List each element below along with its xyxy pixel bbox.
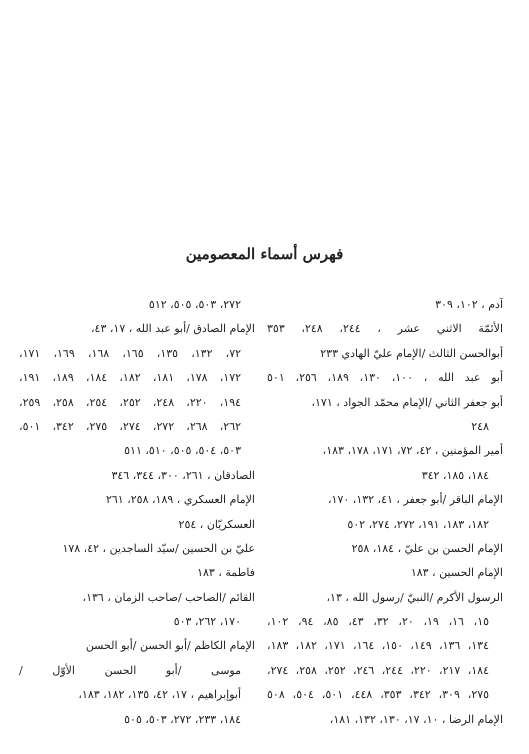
index-entry-line: أبوإبراهيم ، ١٧، ٤٢، ١٣٥، ١٨٢، ١٨٣، — [78, 688, 241, 702]
index-column-left — [19, 293, 255, 732]
index-entry-line: الصادقان ، ٢٦١، ٣٠٠، ٣٤٤، ٣٤٦ — [111, 468, 255, 482]
index-entry-line: أبو جعفر الثاني /الإمام محمّد الجواد ، ١٧١، — [311, 395, 503, 409]
index-column-right — [267, 293, 503, 732]
index-entry-line: الرسول الأكرم /النبيّ /رسول الله ، ١٣، — [326, 590, 503, 604]
index-entry-line: موسى /أبو الحسن الأوّل / — [19, 663, 241, 677]
index-entry-line: ٢٤٨ — [471, 419, 489, 433]
index-entry-line: ١٩٤، ٢٢٠، ٢٤٨، ٢٥٢، ٢٥٤، ٢٥٨، ٢٥٩، — [19, 395, 242, 409]
index-entry-line: ١٨٢، ١٨٣، ١٩١، ٢٧٢، ٢٧٤، ٥٠٢ — [347, 517, 489, 531]
index-entry-line: القائم /الصاحب /صاحب الزمان ، ١٣٦، — [82, 590, 255, 604]
index-entry-line: أمير المؤمنين ، ٤٢، ٧٢، ١٧١، ١٧٨، ١٨٣، — [322, 444, 503, 458]
index-entry-line: ٢٦٢، ٢٦٨، ٢٧٢، ٢٧٤، ٢٧٥، ٣٤٢، ٥٠١، — [19, 419, 242, 433]
page-title: فهرس أسماء المعصومين — [185, 245, 344, 263]
index-entry-line: عليّ بن الحسين /سيّد الساجدين ، ٤٢، ١٧٨ — [62, 541, 255, 555]
index-entry-line: ١٥، ١٦، ١٩، ٢٠، ٣٢، ٤٣، ٨٥، ٩٤، ١٠٢، — [267, 615, 490, 629]
index-entry-line: ١٨٤، ٢١٧، ٢٢٠، ٢٤٤، ٢٤٦، ٢٥٢، ٢٥٨، ٢٧٤، — [267, 663, 489, 677]
index-entry-line: ١٧٠، ٢٦٢، ٥٠٣ — [173, 615, 241, 629]
index-entry-line: ١٨٤، ٢٣٣، ٢٧٢، ٥٠٣، ٥٠٥ — [124, 712, 241, 726]
index-entry-line: أبو عبد الله ، ١٠٠، ١٣٠، ١٨٩، ٢٥٦، ٥٠١ — [267, 371, 503, 385]
index-entry-line: آدم ، ١٠٢، ٣٠٩ — [435, 298, 503, 311]
index-entry-line: ٢٧٢، ٥٠٣، ٥٠٥، ٥١٢ — [148, 298, 241, 311]
index-entry-line: فاطمة ، ١٨٣ — [197, 566, 255, 580]
index-entry-line: ١٨٤، ١٨٥، ٣٤٢ — [421, 468, 489, 482]
index-entry-line: ٢٧٥، ٣٠٩، ٣٤٢، ٣٥٣، ٤٤٨، ٥٠١، ٥٠٤، ٥٠٨ — [267, 688, 490, 702]
index-entry-line: ٥٠٣، ٥٠٤، ٥٠٥، ٥١٠، ٥١١ — [124, 444, 241, 458]
index-entry-line: ٧٢، ١٣٢، ١٣٥، ١٦٥، ١٦٨، ١٦٩، ١٧١، — [19, 346, 242, 360]
index-entry-line: ١٣٤، ١٣٦، ١٤٩، ١٥٠، ١٦٤، ١٧١، ١٨٢، ١٨٣، — [267, 639, 489, 653]
index-entry-line: الإمام الصادق /أبو عبد الله ، ١٧، ٤٣، — [90, 322, 255, 336]
index-entry-line: الإمام الرضا ، ١٠، ١٧، ١٣٠، ١٣٢، ١٨١، — [329, 712, 503, 726]
index-entry-line: الإمام الحسين ، ١٨٣ — [410, 566, 503, 580]
index-entry-line: الإمام الحسن بن عليّ ، ١٨٤، ٢٥٨ — [351, 541, 503, 555]
index-entry-line: الإمام الباقر /أبو جعفر ، ٤١، ١٣٢، ١٧٠، — [327, 493, 503, 507]
index-entry-line: ١٧٢، ١٧٨، ١٨١، ١٨٢، ١٨٤، ١٨٩، ١٩١، — [19, 371, 242, 385]
index-entry-line: أبوالحسن الثالث /الإمام عليّ الهادي ٢٣٣ — [320, 346, 503, 360]
index-entry-line: الأئمّة الاثني عشر ، ٢٤٤، ٢٤٨، ٣٥٣ — [267, 322, 503, 336]
index-entry-line: العسكريّان ، ٢٥٤ — [178, 517, 255, 531]
index-entry-line: الإمام العسكري ، ١٨٩، ٢٥٨، ٢٦١ — [105, 493, 255, 507]
index-entry-line: الإمام الكاظم /أبو الحسن /أبو الحسن — [85, 639, 255, 653]
